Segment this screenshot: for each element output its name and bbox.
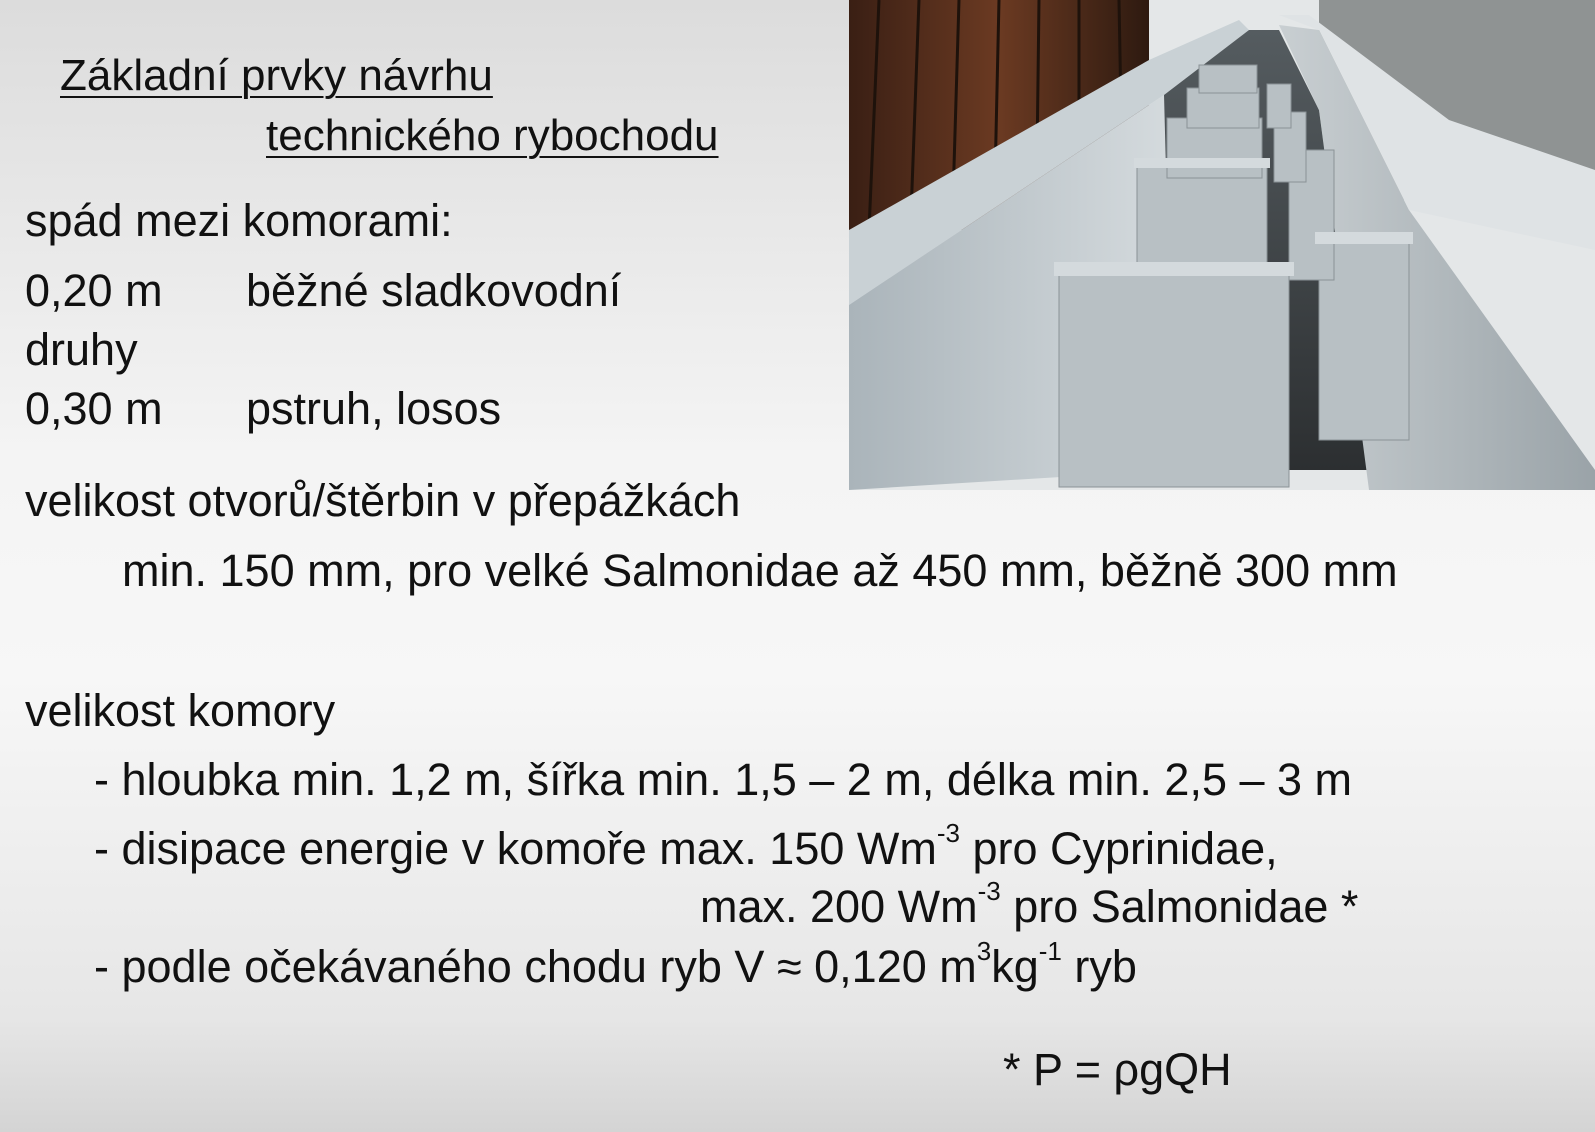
fall-value-3: 0,30 m — [25, 383, 163, 434]
chamber-heading: velikost komory — [25, 685, 336, 736]
opening-detail: min. 150 mm, pro velké Salmonidae až 450 mm, běžně 300 mm — [122, 545, 1398, 596]
dissipation-line2: max. 200 $Wm^{-3}$ pro Salmonidae * — [700, 876, 1359, 932]
slide-title-line2: technického rybochodu — [266, 111, 719, 160]
dissipation-line1: - disipace energie v komoře max. 150 $Wm^{-3}$ pro Cyprinidae, — [94, 818, 1278, 874]
chamber-dimensions: - hloubka min. 1,2 m, šířka min. 1,5 – 2 m, délka min. 2,5 – 3 m — [94, 754, 1353, 805]
fall-heading: spád mezi komorami: — [25, 195, 453, 246]
slide-title-line1: Základní prvky návrhu — [60, 51, 493, 100]
fall-value-2: druhy — [25, 324, 138, 375]
fall-desc-1: běžné sladkovodní — [246, 265, 622, 316]
fish-pass-photo — [849, 0, 1595, 490]
fall-value-1: 0,20 m — [25, 265, 163, 316]
fish-volume-line: - podle očekávaného chodu ryb V ≈ 0,120 $m^3kg^{-1}$ ryb — [94, 936, 1137, 992]
footnote-formula: * P = ρgQH — [1003, 1044, 1232, 1095]
fall-desc-3: pstruh, losos — [246, 383, 502, 434]
opening-heading: velikost otvorů/štěrbin v přepážkách — [25, 475, 741, 526]
